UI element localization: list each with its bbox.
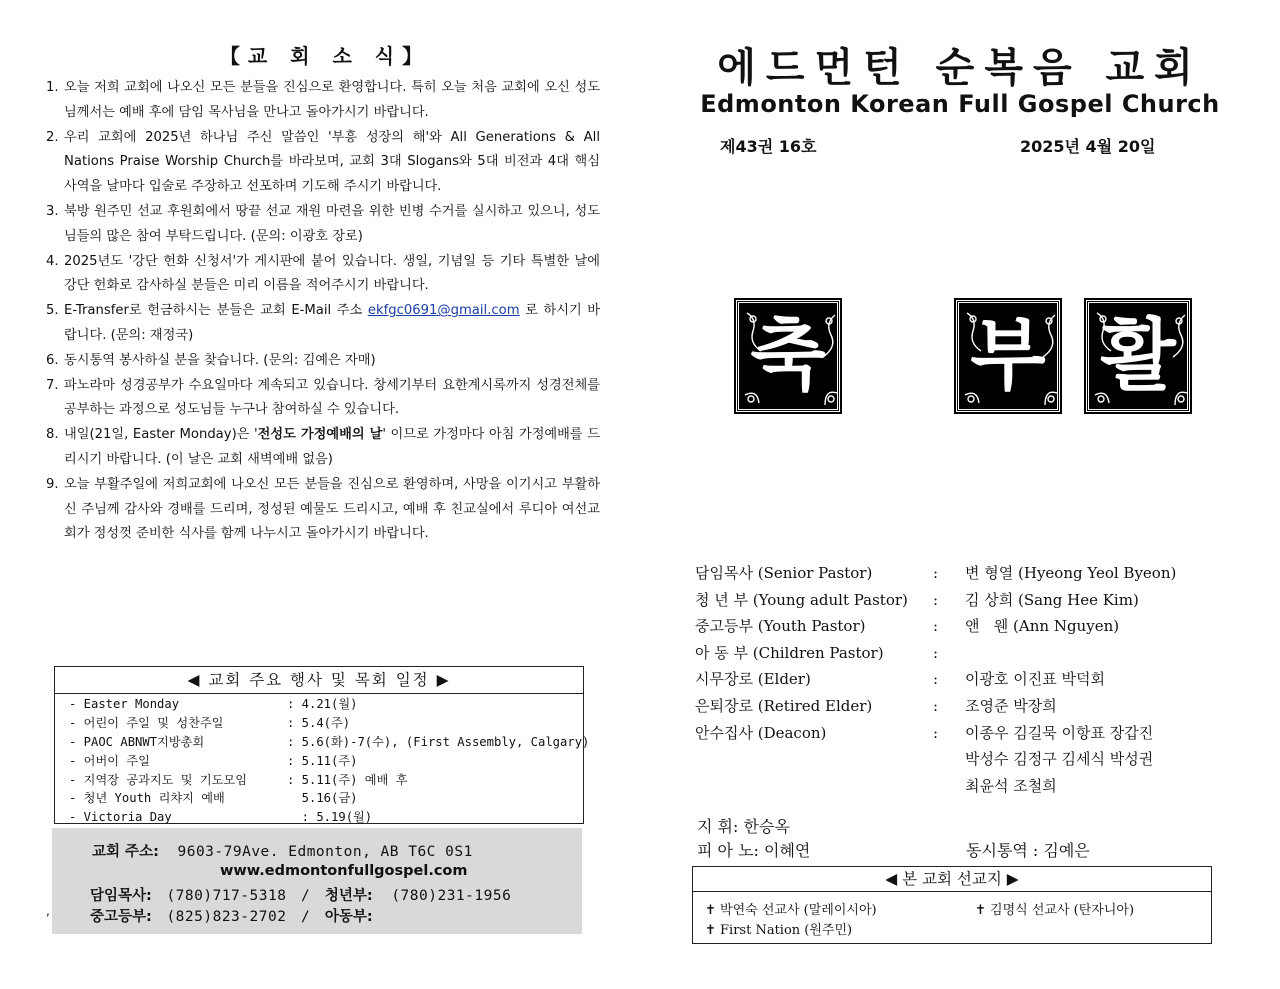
staff-value: 앤 웬 (Ann Nguyen) [965, 617, 1120, 636]
staff-value: 박성수 김정구 김세식 박성권 [965, 750, 1154, 769]
news-item-text: 로 하시기 바랍니다. (문의: 재정국) [64, 303, 600, 343]
staff-value: 김 상희 (Sang Hee Kim) [965, 590, 1139, 609]
youth-phone-label: 중고등부: [90, 909, 152, 925]
news-item [40, 423, 600, 473]
staff-colon: : [933, 564, 939, 582]
news-item-number: 3. [46, 203, 59, 219]
staff-colon: : [933, 696, 939, 715]
address-label: 교회 주소: [92, 844, 159, 860]
staff-role: 청 년 부 (Young adult Pastor) [695, 590, 908, 609]
pianist: 피 아 노: 이혜연 [697, 841, 811, 860]
news-item-number: 2. [46, 129, 59, 145]
news-item-text: 내일(21일, Easter Monday)은 ' [64, 427, 258, 443]
staff-value: 최윤석 조철희 [965, 776, 1057, 795]
news-item [40, 349, 600, 374]
news-list [40, 76, 600, 547]
staff-colon: : [933, 723, 939, 742]
news-item-text: 2025년도 '강단 헌화 신청서'가 게시판에 붙어 있습니다. 생일, 기념일 등 기타 특별한 날에 강단 헌화로 감사하실 분들은 미리 이름을 적어주시기 바랍니다. [64, 253, 600, 294]
staff-value: 변 형열 (Hyeong Yeol Byeon) [965, 564, 1177, 582]
news-item-number: 8. [46, 427, 59, 443]
bulletin-date: 2025년 4월 20일 [1020, 137, 1156, 156]
event-date: : 5.11(주) [287, 753, 358, 768]
church-name-korean: 에드먼턴 순복음 교회 [717, 45, 1203, 91]
event-name: - 청년 Youth 리챠지 예배 [69, 791, 225, 806]
event-date: : 4.21(월) [287, 697, 358, 711]
staff-colon: : [933, 670, 939, 689]
staff-value: 이광호 이진표 박덕회 [965, 670, 1105, 689]
stray-mark: , [46, 904, 50, 918]
news-item-number: 9. [46, 476, 59, 492]
event-name: - Easter Monday [69, 697, 180, 711]
staff-row [695, 587, 1255, 614]
tile-glyph-2: 부 [970, 310, 1046, 401]
staff-value: 조영준 박장희 [965, 696, 1057, 715]
news-item [40, 200, 600, 250]
event-date: : 5.19(월) [287, 810, 373, 825]
staff-row [695, 746, 1255, 773]
missions-box [692, 866, 1212, 944]
events-rows [55, 694, 590, 827]
news-item-text: 북방 원주민 선교 후원회에서 땅끝 선교 재원 마련을 위한 빈병 수거를 실시하고 있으니, 성도님들의 많은 참여 부탁드립니다. (문의: 이광호 장로) [64, 203, 600, 244]
event-name: - Victoria Day [69, 810, 172, 825]
news-item-number: 4. [46, 253, 59, 269]
youth-phone: (825)823-2702 [166, 909, 287, 925]
staff-row [695, 773, 1255, 800]
news-item [40, 299, 600, 349]
staff-colon: : [933, 590, 939, 609]
contact-box [52, 828, 582, 934]
event-row [55, 714, 583, 733]
news-item-text: 동시통역 봉사하실 분을 찾습니다. (문의: 김예은 자매) [64, 352, 376, 368]
volume-number: 제43권 16호 [720, 137, 817, 156]
tile-glyph-3: 활 [1100, 310, 1176, 401]
staff-colon: : [933, 643, 939, 662]
staff-row [695, 640, 1255, 667]
event-row [55, 789, 583, 808]
tile-glyph-1: 축 [750, 310, 826, 401]
staff-colon: : [933, 617, 939, 636]
staff-row [695, 720, 1255, 747]
tile-bu [956, 300, 1060, 412]
news-item [40, 473, 600, 547]
news-item-text: 오늘 부활주일에 저희교회에 나오신 모든 분들을 진심으로 환영하며, 사망을 이기시고 부활하신 주님께 감사와 경배를 드리며, 정성된 예물도 드리시고, 예배 후 친교실에서 루디아 여선교회가 정성껏 준비한 식사를 함께 나누시고 돌아가시기 바랍니다. [64, 476, 600, 542]
news-item [40, 250, 600, 300]
tile-chuk [736, 300, 840, 412]
missions-title: ◀ 본 교회 선교지 ▶ [693, 867, 1211, 892]
event-row [55, 695, 583, 714]
children-phone-label: 아동부: [324, 909, 373, 925]
news-item-text: 오늘 저희 교회에 나오신 모든 분들을 진심으로 환영합니다. 특히 오늘 처음 교회에 오신 성도님께서는 예배 후에 담임 목사님을 만나고 돌아가시기 바랍니다. [64, 80, 600, 120]
news-item-number: 5. [46, 303, 59, 319]
event-row [55, 771, 583, 790]
news-title: 【교 회 소 식】 [219, 44, 431, 68]
staff-role: 중고등부 (Youth Pastor) [695, 617, 866, 636]
young-phone: (780)231-1956 [391, 888, 512, 904]
tile-hwal [1086, 300, 1190, 412]
website-link[interactable]: www.edmontonfullgospel.com [220, 863, 468, 879]
event-row [55, 808, 583, 827]
missionary-item: ✝ First Nation (원주민) [705, 923, 853, 938]
phone-separator-2: / [301, 909, 311, 925]
missionary-item: ✝ 김명식 선교사 (탄자니아) [975, 903, 1135, 918]
address-text: 9603-79Ave. Edmonton, AB T6C 0S1 [177, 844, 473, 860]
event-row [55, 733, 590, 752]
event-date: 5.16(금) [287, 791, 358, 806]
news-item-text: 전성도 가정예배의 날 [257, 427, 383, 443]
conductor: 지 휘: 한승옥 [697, 817, 790, 836]
staff-role: 시무장로 (Elder) [695, 670, 811, 689]
staff-value: 이종우 김길묵 이항표 장갑진 [965, 723, 1154, 742]
staff-row [695, 613, 1255, 640]
senior-phone: (780)717-5318 [166, 888, 287, 904]
events-box [54, 666, 590, 825]
staff-role: 아 동 부 (Children Pastor) [695, 643, 884, 662]
staff-role: 담임목사 (Senior Pastor) [695, 564, 873, 582]
staff-role: 안수집사 (Deacon) [695, 723, 827, 742]
event-name: - 어버이 주일 [69, 753, 150, 768]
news-item-number: 1. [46, 80, 59, 95]
event-name: - PAOC ABNWT지방총회 [69, 734, 205, 749]
email-link[interactable]: ekfgc0691@gmail.com [367, 303, 520, 319]
event-name: - 어린이 주일 및 성찬주일 [69, 715, 224, 730]
news-item-number: 6. [46, 352, 59, 368]
young-phone-label: 청년부: [324, 888, 373, 904]
church-name-english: Edmonton Korean Full Gospel Church [700, 90, 1220, 118]
staff-list [695, 560, 1255, 799]
news-item-text: 파노라마 성경공부가 수요일마다 계속되고 있습니다. 창세기부터 요한계시록까지 성경전체를 공부하는 과정으로 성도님들 누구나 참여하실 수 있습니다. [64, 377, 600, 418]
event-date: : 5.11(주) 예배 후 [287, 772, 408, 787]
event-name: - 지역장 공과지도 및 기도모임 [69, 772, 247, 787]
event-date: : 5.4(주) [287, 715, 351, 730]
news-item-text: 우리 교회에 2025년 하나님 주신 말씀인 '부흥 성장의 해'와 All Generations & All Nations Praise Worship Church를 바라보며, 교회 3대 Slogans와 5대 비전과 4대 핵심 사역을 날마다 입술로 주장하고 선포하며 기도해 주시기 바랍니다. [64, 129, 600, 195]
senior-phone-label: 담임목사: [90, 888, 152, 904]
staff-row [695, 560, 1255, 587]
news-item-text: E-Transfer로 헌금하시는 분들은 교회 E-Mail 주소 [64, 303, 368, 319]
news-item [40, 126, 600, 200]
events-title: ◀ 교회 주요 행사 및 목회 일정 ▶ [55, 667, 583, 694]
news-item-text: ' 이므로 가정마다 아침 가정예배를 드리시기 바랍니다. (이 날은 교회 새벽예배 없음) [64, 427, 600, 467]
news-item-number: 7. [46, 377, 59, 393]
event-date: : 5.6(화)-7(수), (First Assembly, Calgary) [287, 734, 590, 749]
phone-separator: / [301, 888, 311, 904]
staff-row [695, 693, 1255, 720]
event-row [55, 752, 583, 771]
missionary-item: ✝ 박연숙 선교사 (말레이시아) [705, 903, 877, 918]
interpreter: 동시통역 : 김예은 [966, 841, 1090, 860]
news-item [40, 374, 600, 424]
news-item [40, 76, 600, 126]
staff-row [695, 666, 1255, 693]
staff-role: 은퇴장로 (Retired Elder) [695, 696, 873, 715]
